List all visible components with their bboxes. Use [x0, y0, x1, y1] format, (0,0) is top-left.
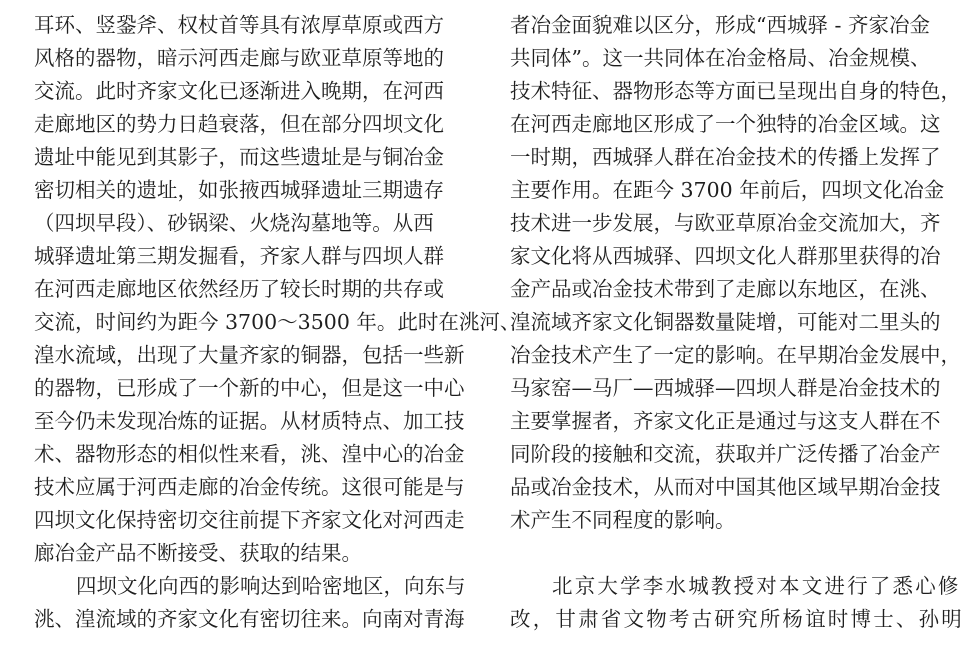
text-line: 遗址中能见到其影子，而这些遗址是与铜冶金: [34, 145, 444, 169]
text-line: 密切相关的遗址，如张掖西城驿遗址三期遗存: [34, 178, 444, 202]
acknowledgement-line: 改，甘肃省文物考古研究所杨谊时博士、孙明: [510, 607, 964, 631]
text-line: 术产生不同程度的影响。: [510, 508, 736, 532]
right-text-column: [510, 0, 964, 636]
text-line: （四坝早段）、砂锅梁、火烧沟墓地等。从西: [34, 211, 434, 235]
left-text-column: [34, 0, 521, 636]
text-line: 耳环、竖銎斧、权杖首等具有浓厚草原或西方: [34, 13, 444, 37]
text-line: 冶金技术产生了一定的影响。在早期冶金发展中，: [510, 343, 961, 367]
text-line: 技术进一步发展，与欧亚草原冶金交流加大，齐: [510, 211, 941, 235]
acknowledgement-line: 北京大学李水城教授对本文进行了悉心修: [552, 574, 961, 598]
text-line: 风格的器物，暗示河西走廊与欧亚草原等地的: [34, 46, 444, 70]
text-line: 湟流域齐家文化铜器数量陡增，可能对二里头的: [510, 310, 941, 334]
text-line: 一时期，西城驿人群在冶金技术的传播上发挥了: [510, 145, 941, 169]
text-line: 同阶段的接触和交流，获取并广泛传播了冶金产: [510, 442, 941, 466]
text-line: 技术特征、器物形态等方面已呈现出自身的特色，: [510, 79, 961, 103]
text-line: 走廊地区的势力日趋衰落，但在部分四坝文化: [34, 112, 444, 136]
paragraph-start-line: 四坝文化向西的影响达到哈密地区，向东与: [76, 574, 466, 598]
text-line: 湟水流域，出现了大量齐家的铜器，包括一些新: [34, 343, 465, 367]
text-line: 技术应属于河西走廊的冶金传统。这很可能是与: [34, 475, 465, 499]
text-line: 的器物，已形成了一个新的中心，但是这一中心: [34, 376, 465, 400]
section-gap: [510, 537, 942, 570]
text-line: 共同体”。这一共同体在冶金格局、冶金规模、: [510, 46, 931, 70]
text-line: 廊冶金产品不断接受、获取的结果。: [34, 541, 362, 565]
text-line: 主要掌握者，齐家文化正是通过与这支人群在不: [510, 409, 941, 433]
text-line: 交流。此时齐家文化已逐渐进入晚期，在河西: [34, 79, 444, 103]
text-line: 城驿遗址第三期发掘看，齐家人群与四坝人群: [34, 244, 444, 268]
text-line: 术、器物形态的相似性来看，洮、湟中心的冶金: [34, 442, 465, 466]
text-line: 者冶金面貌难以区分，形成“西城驿 - 齐家冶金: [510, 13, 930, 37]
text-line: 在河西走廊地区依然经历了较长时期的共存或: [34, 277, 444, 301]
text-line: 马家窑—马厂—西城驿—四坝人群是冶金技术的: [510, 376, 941, 400]
text-line: 品或冶金技术，从而对中国其他区域早期冶金技: [510, 475, 941, 499]
text-line: 洮、湟流域的齐家文化有密切往来。向南对青海: [34, 607, 465, 631]
text-line: 交流，时间约为距今 3700～3500 年。此时在洮河、: [34, 310, 521, 334]
text-line: 主要作用。在距今 3700 年前后，四坝文化冶金: [510, 178, 945, 202]
text-line: 至今仍未发现冶炼的证据。从材质特点、加工技: [34, 409, 465, 433]
text-line: 在河西走廊地区形成了一个独特的冶金区域。这: [510, 112, 941, 136]
text-line: 家文化将从西城驿、四坝文化人群那里获得的冶: [510, 244, 941, 268]
text-line: 金产品或冶金技术带到了走廊以东地区，在洮、: [510, 277, 941, 301]
text-line: 四坝文化保持密切交往前提下齐家文化对河西走: [34, 508, 465, 532]
